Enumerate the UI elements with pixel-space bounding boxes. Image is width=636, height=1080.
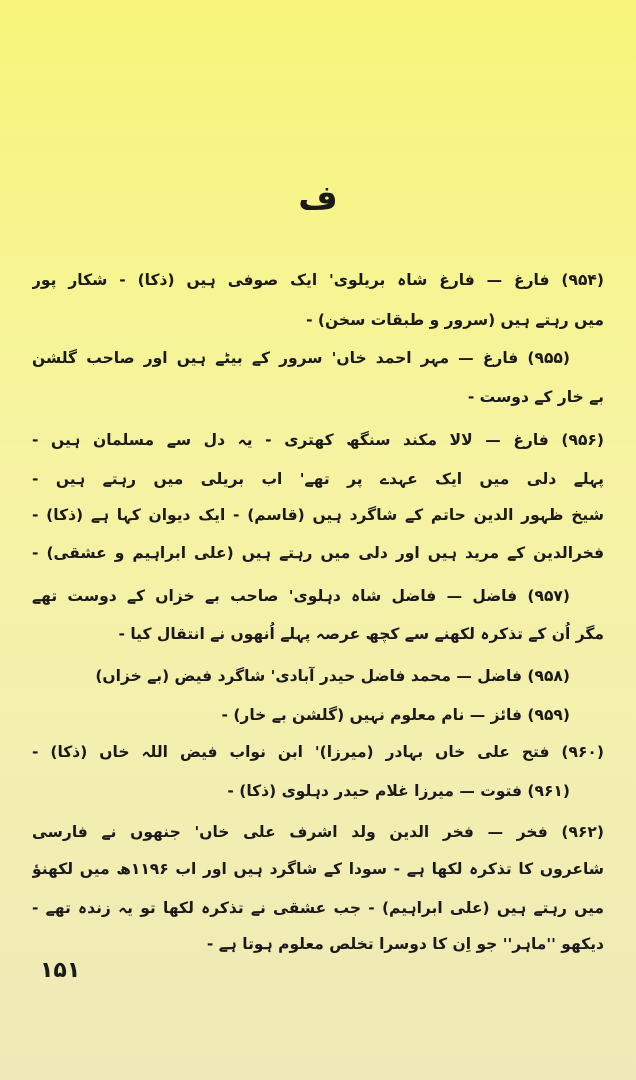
section-heading: ف bbox=[298, 178, 338, 218]
entry-960: (۹۶۰) فتح علی خاں بہادر (میرزا)' ابن نواب فیض اللہ خاں (ذکا) - bbox=[32, 743, 604, 761]
entry-957-line-2: مگر اُن کے تذکرہ لکھنے سے کچھ عرصہ پہلے اُنھوں نے انتقال کیا - bbox=[118, 625, 604, 643]
entry-962-line-3: میں رہتے ہیں (علی ابراہیم) - جب عشقی نے تذکرہ لکھا تو یہ زندہ تھے - bbox=[32, 899, 604, 917]
entry-959: (۹۵۹) فائز — نام معلوم نہیں (گلشن بے خار) - bbox=[221, 706, 570, 724]
entry-962-line-4: دیکھو ''ماہر'' جو اِن کا دوسرا تخلص معلوم ہوتا ہے - bbox=[206, 935, 604, 953]
entry-956-line-1: (۹۵۶) فارغ — لالا مکند سنگھ کھتری - یہ دل سے مسلمان ہیں - bbox=[32, 431, 604, 449]
entry-956-line-4: فخرالدین کے مرید ہیں اور دلی میں رہتے ہیں (علی ابراہیم و عشقی) - bbox=[32, 544, 604, 562]
entry-962-line-2: شاعروں کا تذکرہ لکھا ہے - سودا کے شاگرد ہیں اور اب ۱۱۹۶ھ میں لکھنؤ bbox=[32, 860, 604, 878]
entry-956-line-2: پہلے دلی میں ایک عہدے پر تھے' اب بریلی میں رہتے ہیں - bbox=[32, 470, 604, 488]
entry-954-line-2: میں رہتے ہیں (سرور و طبقات سخن) - bbox=[306, 311, 604, 329]
entry-958: (۹۵۸) فاضل — محمد فاضل حیدر آبادی' شاگرد فیض (بے خزاں) bbox=[95, 667, 570, 685]
entry-955-line-1: (۹۵۵) فارغ — مہر احمد خاں' سرور کے بیٹے ہیں اور صاحب گلشن bbox=[32, 349, 570, 367]
entry-957-line-1: (۹۵۷) فاضل — فاضل شاہ دہلوی' صاحب بے خزاں کے دوست تھے bbox=[32, 587, 570, 605]
entry-962-line-1: (۹۶۲) فخر — فخر الدین ولد اشرف علی خاں' جنھوں نے فارسی bbox=[32, 823, 604, 841]
page-number: ۱۵۱ bbox=[40, 958, 81, 983]
entry-961: (۹۶۱) فتوت — میرزا غلام حیدر دہلوی (ذکا) - bbox=[227, 782, 570, 800]
entry-955-line-2: بے خار کے دوست - bbox=[467, 388, 604, 406]
entry-954-line-1: (۹۵۴) فارغ — فارغ شاہ بریلوی' ایک صوفی ہیں (ذکا) - شکار پور bbox=[32, 271, 604, 289]
entry-956-line-3: شیخ ظہور الدین حاتم کے شاگرد ہیں (قاسم) - ایک دیوان کہا ہے (ذکا) - bbox=[32, 506, 604, 524]
